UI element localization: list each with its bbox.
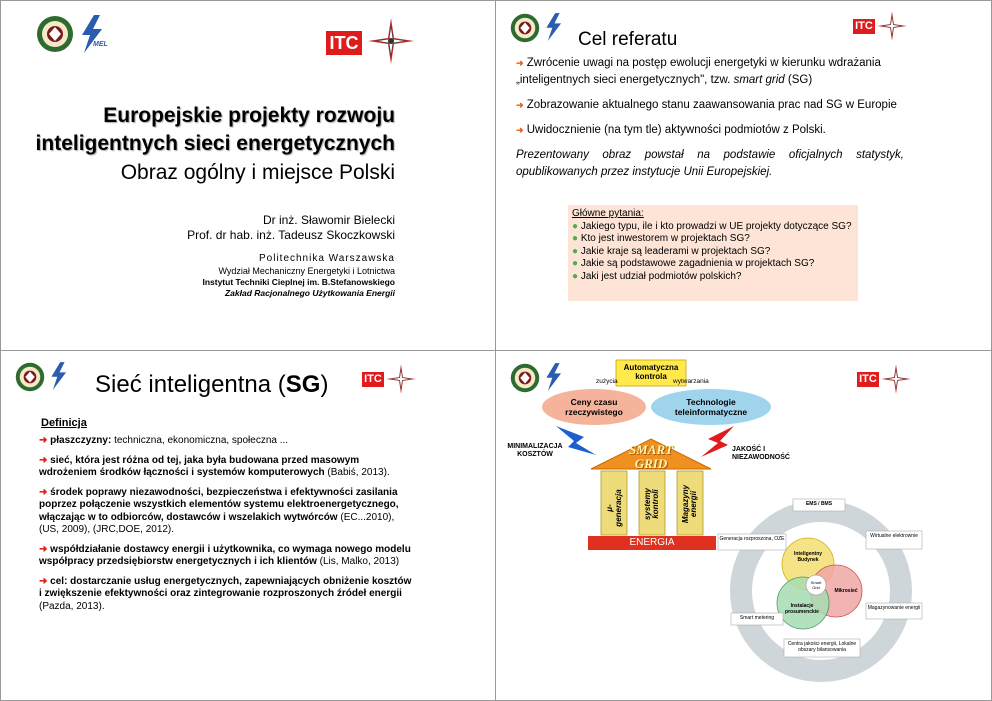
s2-box-title: Główne pytania: [572,208,644,219]
compass-star-icon [876,10,908,42]
s2-bullet-1: ➜ Zwrócenie uwagi na postęp ewolucji energetyki w kierunku wdrażania „inteligentnych sieci energetycznych", tzw. smart grid (SG) [516,57,881,86]
label-quality: JAKOŚĆ I NIEZAWODNOŚĆ [732,446,790,461]
label-prices: Ceny czasu rzeczywistego [565,397,623,417]
itc-logo: ITC [362,372,384,387]
s3-items [39,435,415,613]
s3-item-1: ➜ płaszczyzny: techniczna, ekonomiczna, społeczna ... [39,435,289,446]
s1-author1: Dr inż. Sławomir Bielecki [262,213,395,227]
label-virtual: Wirtualne elektrownie [870,533,918,539]
label-pillar-2: systemy kontroli [643,487,660,521]
s2-question: ● Kto jest inwestorem w projektach SG? [572,233,750,244]
label-zuzycia: zużycia [596,378,618,385]
s2-bullet-2: ➜ Zobrazowanie aktualnego stanu zaawansowania prac nad SG w Europie [516,99,897,111]
s2-question: ● Jaki jest udział podmiotów polskich? [572,270,742,282]
label-building: Inteligentny Budynek [793,551,823,563]
label-auto-control: Automatyczna kontrola [623,363,679,381]
label-generation: Generacja rozproszona, OZE [719,536,785,542]
label-smart-center: Smart Grid [810,580,822,590]
s1-faculty: Wydział Mechaniczny Energetyki i Lotnictwa [218,266,395,276]
itc-logo: ITC [853,19,875,34]
s1-title-line1: Europejskie projekty rozwoju [103,104,395,127]
red-lightning-icon [701,426,734,457]
label-minimization: MINIMALIZACJA KOSZTÓW [507,443,563,458]
s1-department: Zakład Racjonalnego Użytkowania Energii [224,288,395,298]
label-centers: Centra jakości energii, Lokalne obszary bilansowania [787,641,857,653]
university-emblem-icon [15,362,45,392]
s1-university: Politechnika Warszawska [258,253,395,264]
label-smart-grid: SMART GRID [628,442,674,471]
s2-bullet-3: ➜ Uwidocznienie (na tym tle) aktywności podmiotów z Polski. [516,124,826,136]
s3-item-3: ➜ środek poprawy niezawodności, bezpieczeństwa i efektywności zasilania poprzez połączenie wszystkich elementów systemu elektroenergetycznego, włączając w to odbiorców, dostawców i wszelakich wytwórców (EC...2010), (US, 2009), (JRC,DOE, 2012). [39,486,399,535]
s1-institute: Instytut Techniki Cieplnej im. B.Stefanowskiego [202,277,395,287]
label-energy: ENERGIA [629,537,675,548]
s3-definition-heading: Definicja [41,417,87,429]
s3-item-5: ➜ cel: dostarczanie usług energetycznych, zapewniających obniżenie kosztów i zwiększenie efektywności oraz zintegrowanie rozproszonych źródeł energii (Pazda, 2013). [39,575,412,612]
compass-star-icon [385,363,417,395]
mel-label: MEL [93,41,108,48]
mel-logo-icon [76,13,106,55]
s3-title: Sieć inteligentna (SG) [95,371,329,398]
label-metering: Smart metering [739,615,775,621]
itc-logo: ITC [326,31,362,55]
s1-subtitle: Obraz ogólny i miejsce Polski [120,161,395,184]
itc-logo: ITC [857,372,879,387]
university-emblem-icon [36,15,74,53]
s1-title-line2: inteligentnych sieci energetycznych [35,132,395,155]
slide-4[interactable] [496,351,991,700]
compass-star-icon [366,16,416,66]
s2-note: Prezentowany obraz powstał na podstawie oficjalnych statystyk, opublikowanych przez instytucje Unii Europejskiej. [516,149,904,178]
s2-questions-box [568,205,858,301]
s2-bullets [516,55,904,181]
s2-question: ● Jakie są podstawowe zagadnienia w projektach SG? [572,258,815,269]
label-wytwarzania: wytwarzania [673,378,709,385]
label-pillar-1: μ- generacja [605,489,623,527]
slide-2[interactable] [496,1,991,350]
s2-title: Cel referatu [578,29,678,50]
label-technology: Technologie teleinformatyczne [674,397,748,417]
label-prosumer: Instalacje prosumenckie [785,603,819,615]
s2-question: ● Jakiego typu, ile i kto prowadzi w UE projekty dotyczące SG? [572,220,852,232]
slide-1[interactable] [1,1,495,350]
university-emblem-icon [510,13,540,43]
label-pillar-3: Magazyny energii [681,484,698,524]
label-microgrid: Mikrosieć [834,588,858,594]
mel-logo-icon [542,11,564,43]
s3-item-4: ➜ współdziałanie dostawcy energii i użytkownika, co wymaga nowego modelu współpracy przedsiębiorstw energetycznych i ich klientów (Lis, Malko, 2013) [39,543,411,567]
mel-logo-icon [47,360,69,392]
s2-question: ● Jakie kraje są leaderami w projektach SG? [572,245,771,257]
label-storage: Magazynowanie energii [867,605,921,611]
slide-3[interactable] [1,351,495,700]
s3-item-2: ➜ sieć, która jest różna od tej, jaka była budowana przed masowym wdrożeniem środków łączności i systemów komputerowych (Babiś, 2013). [39,454,390,478]
s1-author2: Prof. dr hab. inż. Tadeusz Skoczkowski [187,228,395,242]
label-ems: EMS / BMS [805,501,833,507]
